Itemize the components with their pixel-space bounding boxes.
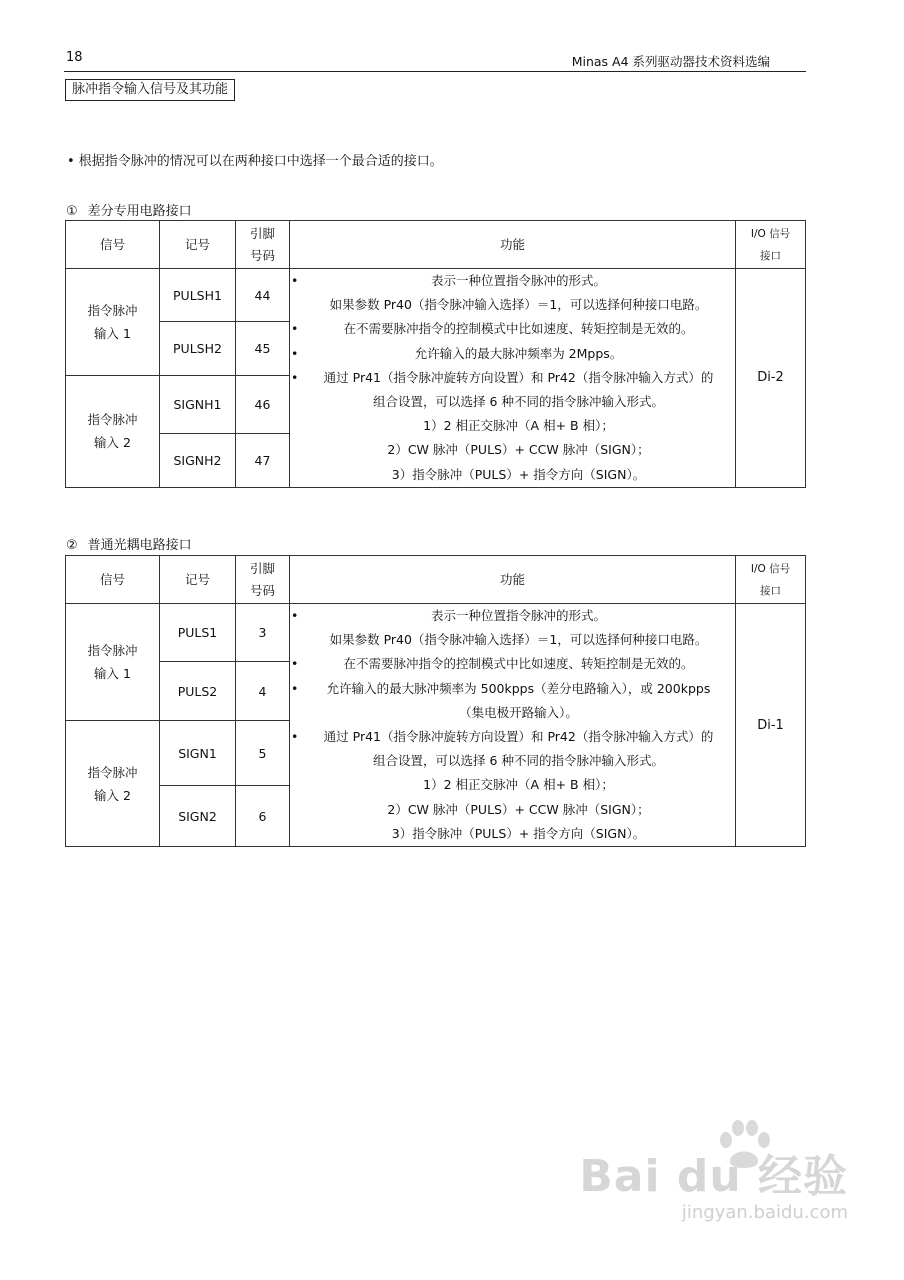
io-cell: Di-1	[736, 604, 806, 847]
function-line: • 允许输入的最大脉冲频率为 2Mpps。	[290, 342, 735, 366]
table-row	[66, 604, 806, 662]
function-line: • 通过 Pr41（指令脉冲旋转方向设置）和 Pr42（指令脉冲输入方式）的	[290, 366, 735, 390]
header-pin	[236, 221, 290, 269]
symbol-cell: SIGNH1	[160, 376, 236, 434]
function-line: 组合设置，可以选择 6 种不同的指令脉冲输入形式。	[373, 394, 664, 410]
function-line: • 通过 Pr41（指令脉冲旋转方向设置）和 Pr42（指令脉冲输入方式）的	[290, 725, 735, 749]
header-pin	[236, 556, 290, 604]
header-pin-line1: 引脚	[249, 225, 275, 241]
caption-number: ②	[66, 538, 78, 553]
function-line: 3）指令脉冲（PULS）+ 指令方向（SIGN）。	[391, 825, 646, 841]
symbol-cell: SIGN1	[160, 721, 236, 786]
pin-cell: 3	[236, 604, 290, 662]
function-line: 1）2 相正交脉冲（A 相+ B 相）；	[423, 418, 614, 434]
function-line: 3）指令脉冲（PULS）+ 指令方向（SIGN）。	[391, 466, 646, 482]
signal-cell	[66, 269, 160, 376]
header-io-line1: I/O 信号	[750, 227, 791, 240]
caption-text: 差分专用电路接口	[87, 204, 192, 219]
pin-cell: 45	[236, 322, 290, 376]
pin-cell: 5	[236, 721, 290, 786]
pin-cell: 44	[236, 269, 290, 322]
section-title-box: 脉冲指令输入信号及其功能	[65, 79, 235, 101]
header-signal: 信号	[66, 556, 160, 604]
symbol-cell: PULSH2	[160, 322, 236, 376]
header-rule	[64, 71, 806, 72]
function-line: • 在不需要脉冲指令的控制模式中比如速度、转矩控制是无效的。	[290, 317, 735, 341]
function-line: 2）CW 脉冲（PULS）+ CCW 脉冲（SIGN）；	[387, 442, 650, 458]
function-line: • 表示一种位置指令脉冲的形式。	[290, 604, 735, 628]
function-line: （集电极开路输入）。	[459, 704, 578, 720]
symbol-cell: PULS2	[160, 662, 236, 721]
caption-number: ①	[66, 204, 78, 219]
symbol-cell: SIGN2	[160, 786, 236, 847]
signal-line1: 指令脉冲	[87, 764, 138, 780]
signal-cell	[66, 721, 160, 847]
signal-table-optocoupler	[65, 555, 806, 847]
pin-cell: 6	[236, 786, 290, 847]
function-line: 1）2 相正交脉冲（A 相+ B 相）；	[423, 777, 614, 793]
function-line: 如果参数 Pr40（指令脉冲输入选择）＝1，可以选择何种接口电路。	[329, 632, 708, 648]
header-symbol: 记号	[160, 221, 236, 269]
function-line: • 允许输入的最大脉冲频率为 500kpps（差分电路输入），或 200kpps	[290, 677, 735, 701]
header-function: 功能	[290, 221, 736, 269]
signal-line2: 输入 2	[94, 787, 131, 803]
intro-paragraph: • 根据指令脉冲的情况可以在两种接口中选择一个最合适的接口。	[67, 154, 443, 169]
header-pin-line2: 号码	[249, 582, 275, 598]
signal-line2: 输入 1	[94, 326, 131, 341]
symbol-cell: PULS1	[160, 604, 236, 662]
function-line: • 表示一种位置指令脉冲的形式。	[290, 269, 735, 293]
table-header-row	[66, 221, 806, 269]
pin-cell: 46	[236, 376, 290, 434]
header-io	[736, 556, 806, 604]
function-cell	[290, 269, 736, 488]
symbol-cell: PULSH1	[160, 269, 236, 322]
function-cell	[290, 604, 736, 847]
header-signal: 信号	[66, 221, 160, 269]
signal-line2: 输入 2	[94, 435, 131, 451]
signal-cell	[66, 604, 160, 721]
signal-cell	[66, 376, 160, 488]
function-line: • 在不需要脉冲指令的控制模式中比如速度、转矩控制是无效的。	[290, 652, 735, 676]
watermark-logo: Bai du 经验	[579, 1151, 848, 1202]
header-io-line2: 接口	[760, 249, 781, 262]
header-io-line2: 接口	[760, 584, 781, 597]
table-1-caption	[66, 200, 192, 219]
header-io	[736, 221, 806, 269]
table-2-caption	[66, 534, 192, 553]
signal-line1: 指令脉冲	[87, 303, 138, 318]
signal-line2: 输入 1	[94, 666, 131, 681]
header-io-line1: I/O 信号	[750, 562, 791, 575]
signal-line1: 指令脉冲	[87, 412, 138, 428]
symbol-cell: SIGNH2	[160, 433, 236, 487]
header-pin-line2: 号码	[249, 247, 275, 263]
caption-text: 普通光耦电路接口	[87, 538, 192, 553]
watermark-url: jingyan.baidu.com	[681, 1202, 848, 1223]
header-function: 功能	[290, 556, 736, 604]
header-symbol: 记号	[160, 556, 236, 604]
function-line: 如果参数 Pr40（指令脉冲输入选择）＝1，可以选择何种接口电路。	[329, 297, 708, 313]
function-line: 2）CW 脉冲（PULS）+ CCW 脉冲（SIGN）；	[387, 801, 650, 817]
signal-table-differential	[65, 220, 806, 488]
pin-cell: 4	[236, 662, 290, 721]
page-number: 18	[66, 50, 83, 65]
table-row	[66, 269, 806, 322]
signal-line1: 指令脉冲	[87, 643, 138, 658]
document-title: Minas A4 系列驱动器技术资料选编	[571, 54, 770, 69]
function-line: 组合设置，可以选择 6 种不同的指令脉冲输入形式。	[373, 753, 664, 769]
pin-cell: 47	[236, 433, 290, 487]
header-pin-line1: 引脚	[249, 560, 275, 576]
table-header-row	[66, 556, 806, 604]
io-cell: Di-2	[736, 269, 806, 488]
